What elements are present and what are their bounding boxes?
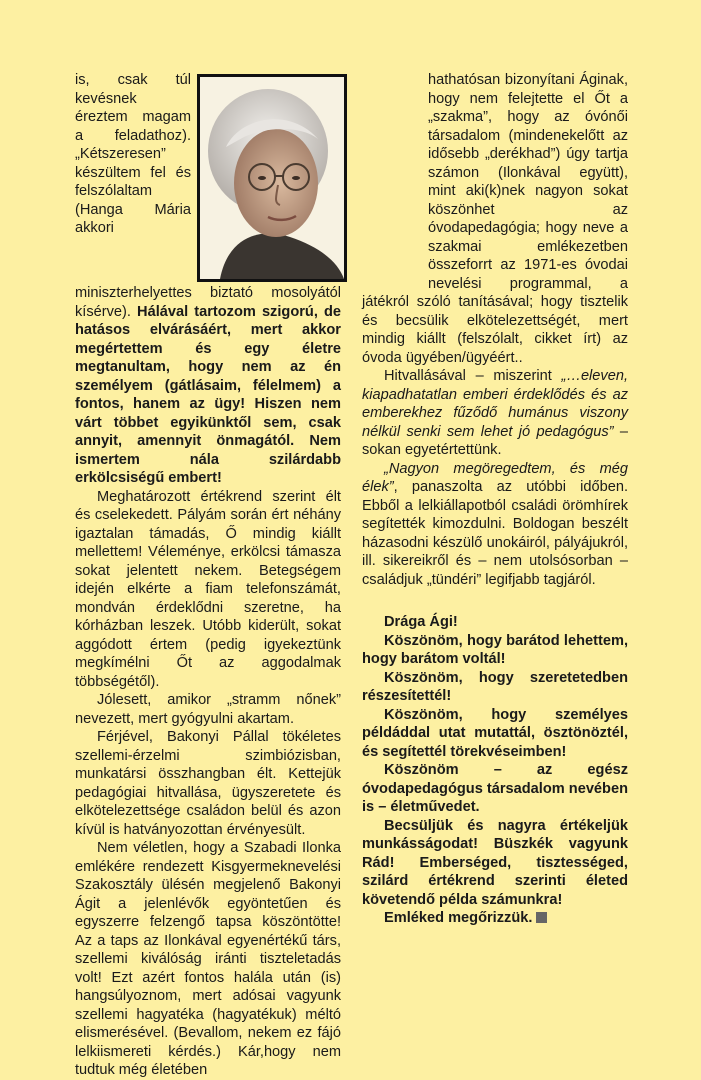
- left-paragraph-5: Nem véletlen, hogy a Szabadi Ilonka emlékére rendezett Kisgyermeknevelési Szakosztály ülésén megjelenő Bakonyi Ágit a jelenlévők egyöntetűen és egyszerre felzengő tapsa köszöntötte! Az a taps az Ilonkával egyenértékű társ, szellemi kiválóság iránti tiszteletadás volt! Ezt azért fontos halála után (is) hangsúlyoznom, mert adósai vagyunk szellemi hagyatéka (hagyatékuk) méltó elismerésével. (Bevallom, nekem ez fájó lelkiismereti kérdés.) Kár,hogy nem tudtuk még életében: [75, 840, 341, 1078]
- thanks-line-6: Becsüljük és nagyra értékeljük munkásságodat! Büszkék vagyunk Rád! Emberséged, tisztességed, szilárd értékrend szerinti életed követendő példa számunkra!: [362, 817, 628, 908]
- right-column: [362, 71, 628, 928]
- right-paragraph-2-pre: Hitvallásával – miszerint: [384, 368, 562, 384]
- right-paragraph-2: [362, 367, 628, 460]
- portrait-image: [200, 77, 344, 279]
- right-paragraph-2-quote: „…eleven, kiapadhatatlan emberi érdeklődés és az emberekhez fűződő humánus viszony nélkül senki sem lehet jó pedagógus”: [362, 368, 628, 440]
- left-column: [75, 71, 341, 1080]
- thanks-section: [362, 613, 628, 928]
- portrait-photo: [197, 74, 347, 282]
- left-paragraph-2: Meghatározott értékrend szerint élt és cselekedett. Pályám során ért néhány igaztalan támadás, Ő mindig kiállt mellettem! Véleménye, erkölcsi támasza sokat jelentett nekem. Betegségem idején elkérte a fiam telefonszámát, mondván érdeklődni szeretne, ha kórházban leszek. Utóbb kiderült, sokat aggódott értem (pedig igyekeztünk megkímélni Őt az aggodalmak többségétől).: [75, 488, 341, 690]
- right-paragraph-1: hathatósan bizonyítani Áginak, hogy nem felejtette el Őt a „szakma”, hogy az óvónői társadalom (mindenekelőtt az idősebb „derékhad”) úgy tartja számon (Ilonkával együtt), mint aki(k)nek nagyon sokat köszönhet az óvodapedagógia; hogy neve a szakmai emlékezetben összeforrt az 1971-es óvodai nevelési programmal, a játékról szóló tanításával; hogy tisztelik és becsülik elkötelezettségét, mert mindig kiállt (felszólalt, cikket írt) az óvoda ügyében/ügyéért..: [362, 72, 628, 366]
- right-paragraph-3-quote: „Nagyon megöregedtem, és még élek”: [362, 460, 628, 495]
- left-paragraph-1-bold: Hálával tartozom szigorú, de hatásos elvárásáért, mert akkor megértettem és egy életre megtanultam, hogy nem az én személyem (gátlásaim, félelmem) a fontos, hanem az ügy! Hiszen nem várt többet egyikünktől sem, csak annyit, amennyit önmagától. Nem ismertem nála szilárdabb erkölcsiségű embert!: [75, 303, 341, 486]
- square-end-mark-icon: [536, 912, 547, 923]
- thanks-line-2: Köszönöm, hogy barátod lehettem, hogy barátom voltál!: [362, 632, 628, 667]
- thanks-line-3: Köszönöm, hogy szeretetedben részesítettél!: [362, 669, 628, 704]
- thanks-line-5: Köszönöm – az egész óvodapedagógus társadalom nevében is – életművedet.: [362, 762, 628, 815]
- thanks-line-1: Drága Ági!: [384, 614, 458, 630]
- left-paragraph-4: Férjével, Bakonyi Pállal tökéletes szellemi-érzelmi szimbiózisban, munkatársi összhangban élt. Kettejük pedagógiai hitvallása, ügyszeretete és elkötelezettsége családon belül és azon kívül is hatványozottan érvényesült.: [75, 729, 341, 838]
- thanks-line-4: Köszönöm, hogy személyes példáddal utat mutattál, ösztönöztél, és segítettél törekvéseimben!: [362, 706, 628, 760]
- right-paragraph-3: [362, 460, 628, 590]
- thanks-line-7-text: Emléked megőrizzük.: [384, 910, 533, 926]
- photo-wrap-space: [362, 71, 428, 279]
- right-paragraph-3-post: , panaszolta az utóbbi időben. Ebből a lelkiállapotból családi örömhírek segítették kimozdulni. Boldogan beszélt házasodni készülő unokáiról, pályájukról, ill. sikereikről és – nem utolsósorban – családjuk „tündéri” legifjabb tagjáról.: [362, 479, 628, 588]
- left-paragraph-3: Jólesett, amikor „stramm nőnek” nevezett, mert gyógyulni akartam.: [75, 692, 341, 727]
- thanks-line-7: [362, 909, 628, 928]
- right-paragraph-2-post: – sokan egyetértettünk.: [362, 423, 628, 458]
- left-paragraph-1: is, csak túl kevésnek éreztem magam a feladathoz). „Kétszeresen” készültem fel és felszólaltam (Hanga Mária akkori miniszterhelyettes biztató mosolyától kísérve).: [75, 72, 341, 320]
